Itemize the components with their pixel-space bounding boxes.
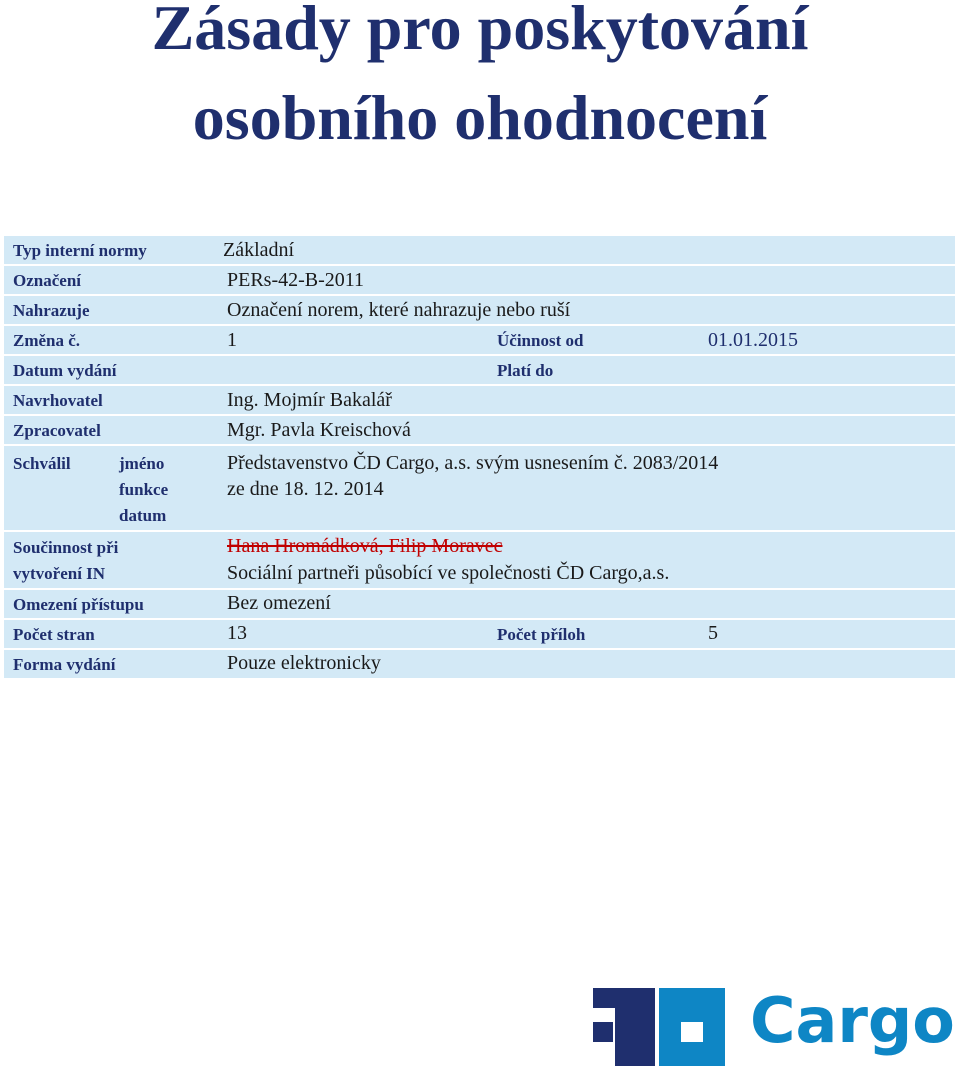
row-soucinnost [4, 532, 955, 588]
row-schvalil [4, 446, 955, 530]
schvalil-label: Schválil [13, 454, 71, 473]
omezeni-label: Omezení přístupu [13, 595, 144, 614]
zpracovatel-value: Mgr. Pavla Kreischová [227, 419, 411, 441]
nahrazuje-label: Nahrazuje [13, 301, 90, 320]
oznaceni-label: Označení [13, 271, 81, 290]
navrhovatel-value: Ing. Mojmír Bakalář [227, 389, 392, 411]
logo-dark-stem [615, 988, 655, 1066]
row-omezeni [4, 590, 955, 618]
row-zpracovatel [4, 416, 955, 444]
soucinnost-label-line1: Součinnost při [13, 538, 119, 557]
plati-do-label: Platí do [497, 361, 554, 380]
row-datum [4, 356, 955, 384]
soucinnost-struck-value: Hana Hromádková, Filip Moravec [227, 535, 503, 557]
forma-value: Pouze elektronicky [227, 652, 381, 674]
row-nahrazuje [4, 296, 955, 324]
pocet-priloh-value: 5 [708, 622, 718, 644]
oznaceni-value: PERs-42-B-2011 [227, 269, 365, 291]
schvalil-datum-label: datum [119, 506, 167, 525]
row-typ [4, 236, 955, 264]
logo-dark-left-square [593, 1022, 613, 1042]
typ-value: Základní [223, 239, 295, 261]
cargo-logo-text: Cargo [750, 984, 955, 1057]
ucinnost-value: 01.01.2015 [708, 329, 798, 351]
row-forma [4, 650, 955, 678]
ucinnost-label: Účinnost od [497, 331, 584, 350]
forma-label: Forma vydání [13, 655, 116, 674]
schvalil-value-line1: Představenstvo ČD Cargo, a.s. svým usnesením č. 2083/2014 [227, 452, 719, 474]
document-title-line1: Zásady pro poskytování [151, 0, 809, 63]
schvalil-jmeno-label: jméno [119, 454, 165, 473]
schvalil-funkce-label: funkce [119, 480, 169, 499]
zmena-label: Změna č. [13, 331, 81, 350]
datum-vydani-label: Datum vydání [13, 361, 117, 380]
logo-light-notch [681, 1022, 703, 1042]
pocet-stran-label: Počet stran [13, 625, 95, 644]
row-zmena [4, 326, 955, 354]
omezeni-value: Bez omezení [227, 592, 331, 614]
soucinnost-value-line2: Sociální partneři působící ve společnosti ČD Cargo,a.s. [227, 562, 670, 584]
navrhovatel-label: Navrhovatel [13, 391, 103, 410]
schvalil-value-line2: ze dne 18. 12. 2014 [227, 478, 384, 500]
pocet-priloh-label: Počet příloh [497, 625, 586, 644]
soucinnost-label-line2: vytvoření IN [13, 564, 106, 583]
document-title-line2: osobního ohodnocení [192, 82, 768, 153]
logo-light-bottom-gap [659, 1042, 681, 1046]
zpracovatel-label: Zpracovatel [13, 421, 101, 440]
row-navrhovatel [4, 386, 955, 414]
typ-label: Typ interní normy [13, 241, 147, 260]
row-oznaceni [4, 266, 955, 294]
pocet-stran-value: 13 [227, 622, 247, 644]
row-pocet [4, 620, 955, 648]
zmena-value: 1 [227, 329, 237, 351]
nahrazuje-value: Označení norem, které nahrazuje nebo ruší [227, 299, 571, 321]
logo-light-top [659, 988, 725, 1008]
